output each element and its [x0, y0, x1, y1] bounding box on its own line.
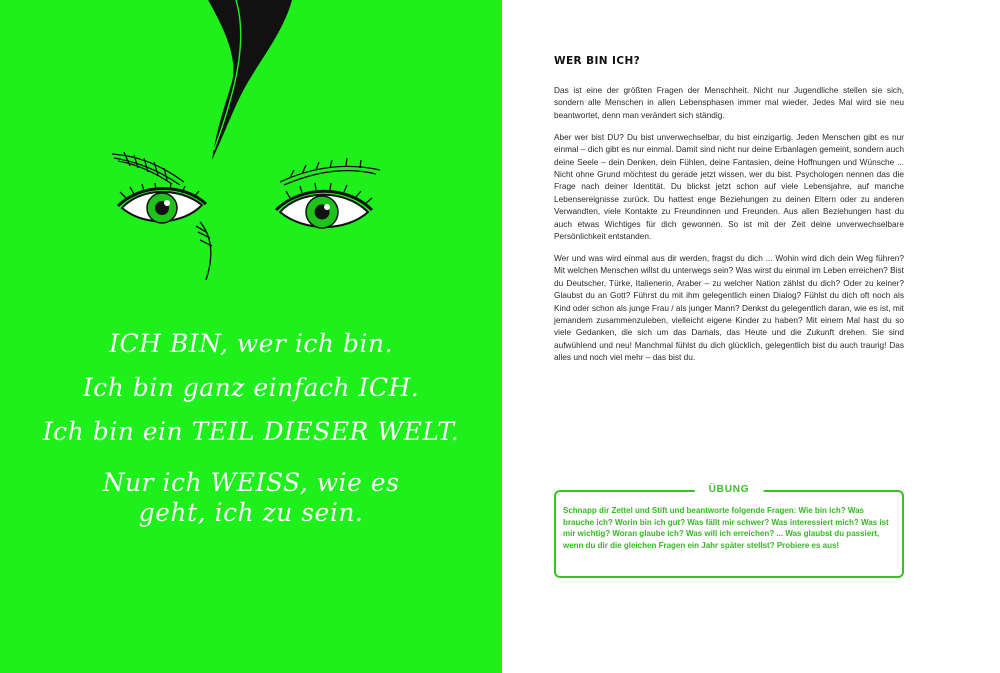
face-illustration — [0, 0, 502, 300]
quote-line-4: Nur ich WEISS, wie es — [102, 468, 400, 497]
exercise-box — [554, 484, 904, 578]
quote-line-5: geht, ich zu sein. — [138, 498, 364, 527]
quote-line-2: Ich bin ganz einfach ICH. — [82, 373, 420, 402]
paragraph: Wer und was wird einmal aus dir werden, fragst du dich ... Wohin wird dich dein Weg führen? Mit welchen Menschen willst du unterwegs sein? Was wirst du einmal im Leben erreichen? Bist du Deutscher, Türke, Italienerin, Araber – zu welcher Nation zählst du dich? Oder zu keiner? Glaubst du an Gott? Führst du mit ihm gelegentlich einen Dialog? Fühlst du dich oft noch als Kind oder schon als junge Frau / als junger Mann? Denkst du gelegentlich daran, wie es ist, mit jemandem zusammenzuleben, vielleicht eigene Kinder zu haben? Mit einem Mal hast du so viele Gedanken, die sich um das Damals, das Heute und die Zukunft drehen. Sie sind aufwühlend und neu! Manchmal fühlst du dich glücklich, gelegentlich bist du auch traurig! Das alles und noch viel mehr – das bist du. — [554, 252, 904, 363]
left-eyebrow — [112, 152, 184, 185]
quote-line-1: ICH BIN, wer ich bin. — [109, 329, 393, 358]
nose — [196, 222, 212, 280]
exercise-text: Schnapp dir Zettel und Stift und beantworte folgende Fragen: Wie bin ich? Was brauche ich? Worin bin ich gut? Was fällt mir schwer? Was interessiert mich? Was ist mir wichtig? Woran glaube ich? Was will ich erreichen? ... Was glaubst du passiert, wenn du dir die gleichen Fragen ein Jahr später stellst? Probiere es aus! — [563, 506, 889, 550]
right-eyebrow — [280, 158, 380, 185]
article-body — [554, 84, 904, 373]
right-page — [502, 0, 1000, 673]
left-eye — [118, 183, 206, 223]
hair-lock — [208, 0, 292, 160]
page-heading: WER BIN ICH? — [554, 55, 641, 67]
paragraph: Das ist eine der größten Fragen der Menschheit. Nicht nur Jugendliche stellen sie sich, sondern alle Menschen in allen Lebensphasen immer mal wieder. Jedes Mal wird sie neu beantwortet, denn man verändert sich ständig. — [554, 85, 904, 120]
paragraph: Aber wer bist DU? Du bist unverwechselbar, du bist einzigartig. Jeden Menschen gibt es nur einmal – dich gibt es nur einmal. Damit sind nicht nur deine Erbanlagen gemeint, sondern auch deine Seele – dein Denken, dein Fühlen, deine Fantasien, deine Hoffnungen und Wünsche ... Nicht ohne Grund möchtest du gerade jetzt wissen, wer du bist. Psychologen nennen das die Frage nach deiner Identität. Du blickst jetzt schon auf viele Lebensjahre, auf manche Lebensereignisse zurück. Du hattest enge Beziehungen zu deinen Eltern oder zu anderen Verwandten, viele Kontakte zu Freundinnen und Freunden. Aus allen Beziehungen hast du auch etwas Wichtiges für dich gewonnen. So ist mit der Zeit deine unverwechselbare Persönlichkeit entstanden. — [554, 131, 904, 241]
quote-line-3: Ich bin ein TEIL DIESER WELT. — [42, 417, 460, 446]
handwritten-quote — [0, 322, 502, 528]
right-eye — [276, 183, 372, 228]
exercise-title: ÜBUNG — [695, 484, 764, 495]
